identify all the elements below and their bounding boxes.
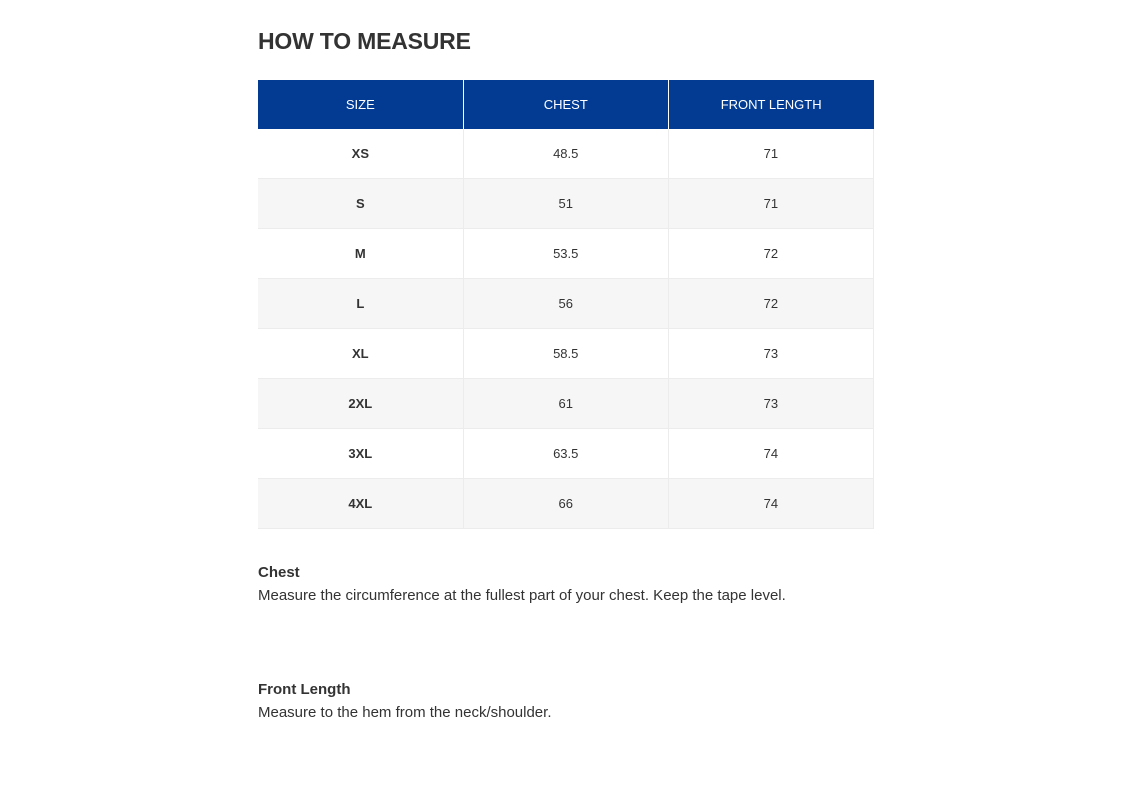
cell-size: L	[258, 279, 463, 329]
cell-chest: 48.5	[463, 129, 668, 179]
cell-size: 3XL	[258, 429, 463, 479]
guide-title: Front Length	[258, 681, 351, 698]
guide-text: Measure the circumference at the fullest part of your chest. Keep the tape level.	[258, 587, 786, 604]
cell-front-length: 73	[668, 379, 873, 429]
cell-size: XS	[258, 129, 463, 179]
size-table	[258, 80, 874, 529]
cell-front-length: 71	[668, 129, 873, 179]
table-row	[258, 379, 874, 429]
guide-text: Measure to the hem from the neck/shoulder.	[258, 704, 552, 721]
cell-chest: 61	[463, 379, 668, 429]
cell-size: 2XL	[258, 379, 463, 429]
cell-size: S	[258, 179, 463, 229]
table-row	[258, 179, 874, 229]
header-front-length: FRONT LENGTH	[668, 80, 873, 129]
cell-front-length: 71	[668, 179, 873, 229]
cell-front-length: 72	[668, 279, 873, 329]
table-row	[258, 429, 874, 479]
cell-front-length: 74	[668, 479, 873, 529]
cell-size: XL	[258, 329, 463, 379]
chest-guide	[258, 562, 874, 608]
table-row	[258, 479, 874, 529]
table-row	[258, 329, 874, 379]
cell-size: M	[258, 229, 463, 279]
table-row	[258, 129, 874, 179]
cell-front-length: 74	[668, 429, 873, 479]
header-chest: CHEST	[463, 80, 668, 129]
guide-title: Chest	[258, 564, 300, 581]
page-title: HOW TO MEASURE	[258, 28, 471, 54]
cell-chest: 66	[463, 479, 668, 529]
table-header-row	[258, 80, 874, 129]
cell-chest: 58.5	[463, 329, 668, 379]
front-length-guide	[258, 679, 874, 725]
header-size: SIZE	[258, 80, 463, 129]
table-row	[258, 229, 874, 279]
cell-chest: 56	[463, 279, 668, 329]
cell-chest: 63.5	[463, 429, 668, 479]
cell-front-length: 72	[668, 229, 873, 279]
cell-chest: 53.5	[463, 229, 668, 279]
cell-chest: 51	[463, 179, 668, 229]
cell-front-length: 73	[668, 329, 873, 379]
cell-size: 4XL	[258, 479, 463, 529]
table-row	[258, 279, 874, 329]
